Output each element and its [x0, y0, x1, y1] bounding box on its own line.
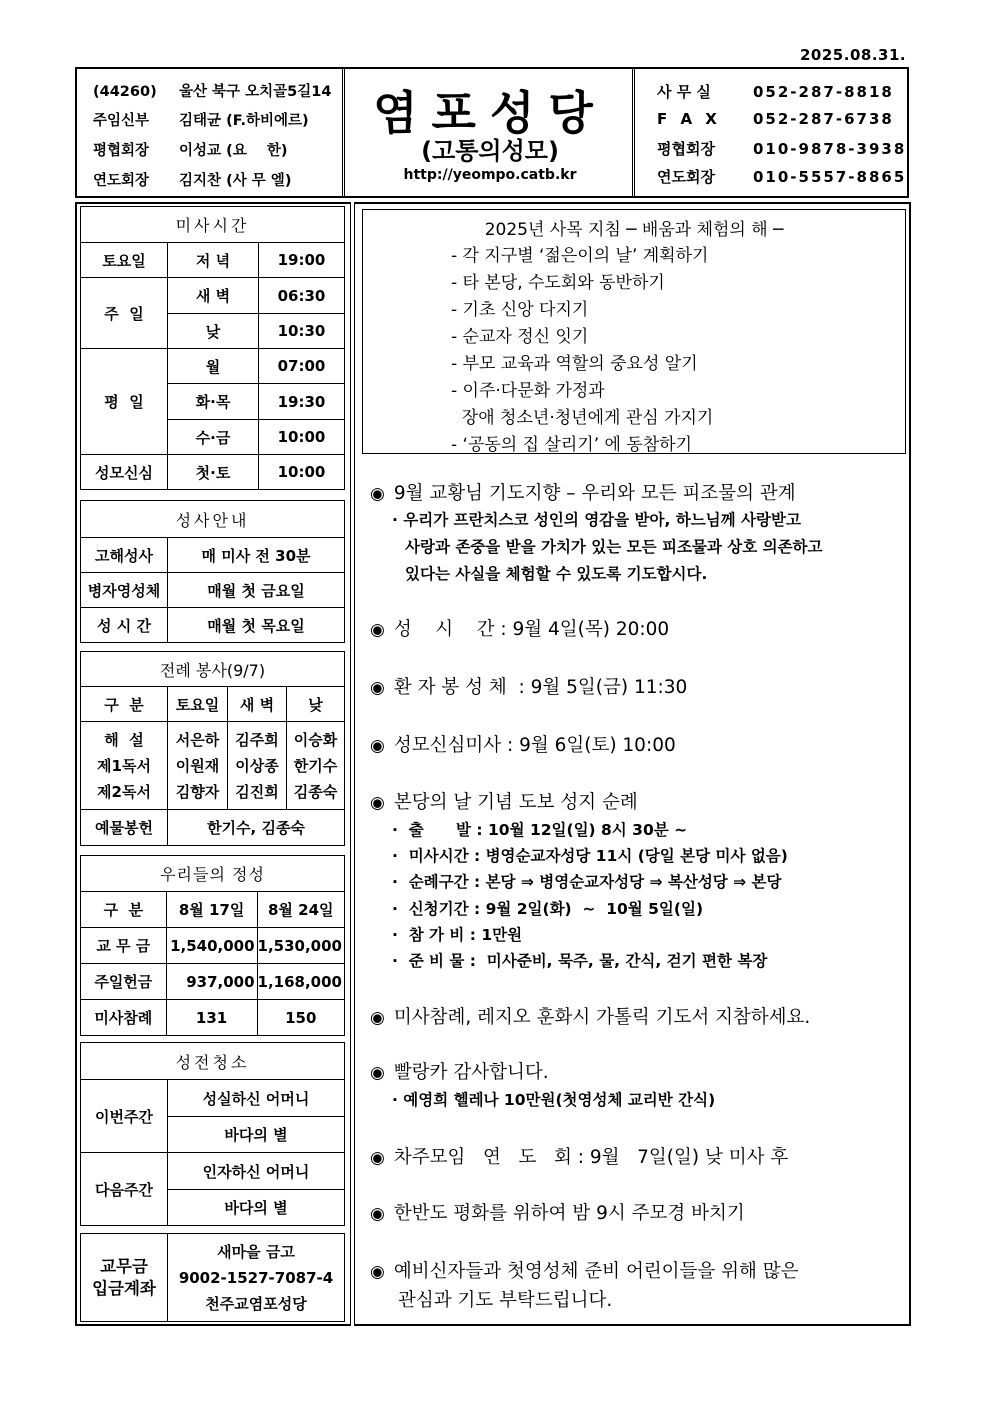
this-week-label: 이번주간	[81, 1080, 168, 1153]
dot-icon: ·	[392, 900, 398, 918]
sacraments-table	[80, 500, 345, 643]
role-commentary: 해 설	[104, 730, 144, 749]
liturgy-head-dawn: 새 벽	[228, 687, 287, 722]
council-phone-label: 평협회장	[657, 140, 715, 158]
header-box	[75, 67, 909, 198]
next-week-label: 다음주간	[81, 1153, 168, 1226]
postal-code: (44260)	[93, 84, 157, 100]
notice-text: 예비신자들과 첫영성체 준비 어린이들을 위해 많은	[393, 1261, 799, 1282]
dot-icon: ·	[392, 1091, 398, 1109]
holy-hour-value: 매월 첫 목요일	[168, 608, 345, 643]
dawn-reading1: 이상종	[235, 756, 279, 775]
noon-reading1: 한기수	[293, 756, 338, 775]
yeondo-label: 연도회장	[93, 173, 150, 189]
pilgrimage-item-text: 참 가 비 : 1만원	[408, 926, 523, 944]
pastor-name: 김태균 (F.하비에르)	[179, 113, 309, 129]
pastoral-aims-box	[362, 209, 906, 454]
column-divider	[350, 202, 355, 1326]
liturgy-head-role: 구 분	[81, 687, 168, 722]
mary-day: 첫·토	[168, 455, 259, 490]
bullet-icon: ◉	[370, 1063, 385, 1083]
bullet-icon: ◉	[370, 1204, 385, 1224]
donations-head-kind: 구 분	[81, 892, 167, 928]
dot-icon: ·	[392, 926, 398, 944]
sick-communion-label: 병자영성체	[81, 573, 168, 608]
w1-label: 월	[168, 349, 259, 384]
account-holder: 천주교염포성당	[205, 1294, 307, 1313]
holy-hour-label: 성 시 간	[81, 608, 168, 643]
next-week-team1: 인자하신 어머니	[168, 1153, 345, 1190]
sun1-hour: 06:30	[259, 278, 345, 314]
sun-label: 주 일	[81, 278, 168, 349]
sunday-collection-a: 937,000	[166, 964, 257, 1000]
sacraments-title: 성사안내	[81, 501, 345, 538]
aim-item: - 순교자 정신 잇기	[451, 327, 589, 347]
notice-sub-text: 우리가 프란치스코 성인의 영감을 받아, 하느님께 사랑받고	[403, 511, 801, 529]
notice-text: 성모신심미사 : 9월 6일(토) 10:00	[393, 735, 676, 756]
council-name: 이성교 (요 한)	[179, 143, 288, 159]
donations-head-b: 8월 24일	[257, 892, 344, 928]
pilgrimage-item	[392, 923, 522, 945]
notice-text: 차주모임 연 도 회 : 9월 7일(일) 낮 미사 후	[393, 1147, 789, 1168]
donations-head-a: 8월 17일	[166, 892, 257, 928]
noon-reading2: 김종숙	[293, 782, 338, 801]
pilgrimage-item-text: 신청기간 : 9월 2일(화) ~ 10월 5일(일)	[408, 900, 704, 918]
cleaning-table	[80, 1042, 345, 1226]
role-reading1: 제1독서	[97, 756, 151, 775]
mass-times-title: 미사시간	[81, 207, 345, 243]
w3-hour: 10:00	[259, 420, 345, 455]
notice-sub-text: 있다는 사실을 체험할 수 있도록 기도합시다.	[405, 565, 708, 583]
confession-label: 고해성사	[81, 538, 168, 573]
pilgrimage-item	[392, 897, 703, 919]
notice-text-continued: 관심과 기도 부탁드립니다.	[398, 1290, 613, 1311]
pilgrimage-item-text: 순례구간 : 본당 ⇒ 병영순교자성당 ⇒ 복산성당 ⇒ 본당	[408, 873, 782, 891]
notice-holy-hour	[370, 615, 669, 641]
pastor-label: 주임신부	[93, 113, 150, 129]
church-url[interactable]: http://yeompo.catb.kr	[403, 167, 577, 183]
aim-item: - 각 지구별 ‘젊은이의 날’ 계획하기	[451, 246, 709, 266]
dawn-commentary: 김주희	[235, 730, 279, 749]
dot-icon: ·	[392, 952, 398, 970]
notice-catechumen	[370, 1257, 799, 1283]
yeondo-phone: 010-5557-8865	[753, 168, 907, 186]
account-table	[80, 1233, 345, 1322]
office-phone: 052-287-8818	[753, 83, 894, 101]
palanca-item-text: 예영희 헬레나 10만원(첫영성체 교리반 간식)	[403, 1091, 716, 1109]
mass-times-table	[80, 206, 345, 490]
palanca-item	[392, 1088, 715, 1110]
sunday-collection-b: 1,168,000	[257, 964, 344, 1000]
w3-label: 수·금	[168, 420, 259, 455]
bullet-icon: ◉	[370, 1148, 385, 1168]
cleaning-title: 성전청소	[81, 1043, 345, 1080]
bullet-icon: ◉	[370, 1262, 385, 1282]
this-week-team1: 성실하신 어머니	[168, 1080, 345, 1117]
sun2-label: 낮	[168, 314, 259, 349]
sat-label: 토요일	[81, 243, 168, 278]
office-label: 사 무 실	[657, 83, 711, 101]
donations-table	[80, 855, 345, 1036]
noon-commentary: 이승화	[293, 730, 338, 749]
pilgrimage-item	[392, 870, 782, 892]
notice-text: 본당의 날 기념 도보 성지 순례	[393, 792, 638, 813]
bullet-icon: ◉	[370, 620, 385, 640]
liturgy-table	[80, 651, 345, 846]
dot-icon: ·	[392, 847, 398, 865]
notice-palanca	[370, 1058, 549, 1084]
notice-sick-communion	[370, 673, 687, 699]
dawn-reading2: 김진희	[235, 782, 279, 801]
notice-pilgrimage	[370, 788, 638, 814]
dot-icon: ·	[392, 511, 398, 529]
fax-label: F A X	[657, 110, 721, 128]
bullet-icon: ◉	[370, 793, 385, 813]
role-reading2: 제2독서	[97, 782, 151, 801]
pilgrimage-item	[392, 844, 788, 866]
address: 울산 북구 오치골5길14	[179, 84, 332, 100]
w1-hour: 07:00	[259, 349, 345, 384]
sat-reading1: 이원재	[175, 756, 220, 775]
dues-b: 1,530,000	[257, 928, 344, 964]
pilgrimage-item	[392, 818, 687, 840]
sat-time-label: 저 녁	[168, 243, 259, 278]
mary-hour: 10:00	[259, 455, 345, 490]
liturgy-title: 전례 봉사(9/7)	[81, 652, 345, 687]
confession-value: 매 미사 전 30분	[168, 538, 345, 573]
notice-prayer-book	[370, 1003, 810, 1029]
pastoral-aims-title: 2025년 사목 지침 ─ 배움과 체험의 해 ─	[484, 220, 784, 240]
notice-text: 성 시 간 : 9월 4일(목) 20:00	[393, 619, 670, 640]
notice-peace-prayer	[370, 1199, 745, 1225]
dues-a: 1,540,000	[166, 928, 257, 964]
church-title-block	[345, 69, 635, 196]
aim-item: - 기초 신앙 다지기	[451, 300, 589, 320]
pilgrimage-item	[392, 949, 767, 971]
account-label-1: 교무금	[100, 1256, 148, 1276]
aim-item: - 부모 교육과 역할의 중요성 알기	[451, 354, 698, 374]
pilgrimage-item-text: 준 비 물 : 미사준비, 묵주, 물, 간식, 걷기 편한 복장	[408, 952, 768, 970]
offering-value: 한기수, 김종숙	[168, 810, 345, 846]
pilgrimage-item-text: 미사시간 : 병영순교자성당 11시 (당일 본당 미사 없음)	[408, 847, 788, 865]
notice-text: 환 자 봉 성 체 : 9월 5일(금) 11:30	[393, 677, 688, 698]
notice-text: 미사참례, 레지오 훈화시 가톨릭 기도서 지참하세요.	[393, 1007, 811, 1028]
w2-label: 화·목	[168, 384, 259, 420]
w2-hour: 19:30	[259, 384, 345, 420]
bullet-icon: ◉	[370, 1008, 385, 1028]
notice-prayer-intention	[370, 479, 796, 505]
liturgy-head-sat: 토요일	[168, 687, 228, 722]
sunday-collection-label: 주일헌금	[81, 964, 167, 1000]
fax-number: 052-287-6738	[753, 110, 894, 128]
aim-item: - 이주·다문화 가정과	[451, 381, 605, 401]
donations-title: 우리들의 정성	[81, 856, 345, 892]
liturgy-head-noon: 낮	[287, 687, 345, 722]
pilgrimage-item-text: 출 발 : 10월 12일(일) 8시 30분 ~	[408, 821, 688, 839]
weekday-label: 평 일	[81, 349, 168, 455]
attendance-b: 150	[257, 1000, 344, 1036]
notice-text: 한반도 평화를 위하여 밤 9시 주모경 바치기	[393, 1203, 745, 1224]
bullet-icon: ◉	[370, 736, 385, 756]
sat-hour: 19:00	[259, 243, 345, 278]
notice-text: 9월 교황님 기도지향 – 우리와 모든 피조물의 관계	[393, 483, 796, 504]
church-info	[77, 69, 345, 196]
church-title: 염포성당	[373, 86, 607, 140]
next-week-team2: 바다의 별	[168, 1190, 345, 1226]
sick-communion-value: 매월 첫 금요일	[168, 573, 345, 608]
bullet-icon: ◉	[370, 678, 385, 698]
council-label: 평협회장	[93, 143, 150, 159]
offering-label: 예물봉헌	[81, 810, 168, 846]
notice-marian-mass	[370, 731, 676, 757]
sun1-label: 새 벽	[168, 278, 259, 314]
aim-item: - ‘공동의 집 살리기’ 에 동참하기	[451, 435, 693, 455]
this-week-team2: 바다의 별	[168, 1117, 345, 1153]
account-bank: 새마을 금고	[217, 1242, 295, 1261]
account-number: 9002-1527-7087-4	[178, 1268, 334, 1287]
attendance-a: 131	[166, 1000, 257, 1036]
attendance-label: 미사참례	[81, 1000, 167, 1036]
sat-reading2: 김향자	[175, 782, 220, 801]
bulletin-date: 2025.08.31.	[800, 46, 907, 64]
aim-item: 장애 청소년·청년에게 관심 가지기	[451, 408, 714, 428]
notice-sub	[392, 508, 801, 530]
notice-sub-text: 사랑과 존중을 받을 가치가 있는 모든 피조물과 상호 의존하고	[405, 538, 823, 556]
aim-item: - 타 본당, 수도회와 동반하기	[451, 273, 665, 293]
notice-text: 빨랑카 감사합니다.	[393, 1062, 549, 1083]
bullet-icon: ◉	[370, 484, 385, 504]
church-subtitle: (고통의성모)	[421, 137, 559, 165]
dues-label: 교 무 금	[81, 928, 167, 964]
mary-label: 성모신심	[81, 455, 168, 490]
council-phone: 010-9878-3938	[753, 140, 907, 158]
sun2-hour: 10:30	[259, 314, 345, 349]
notice-next-meeting	[370, 1143, 788, 1169]
yeondo-name: 김지찬 (사 무 엘)	[179, 173, 292, 189]
yeondo-phone-label: 연도회장	[657, 168, 715, 186]
account-label-2: 입금계좌	[92, 1278, 156, 1298]
dot-icon: ·	[392, 821, 398, 839]
dot-icon: ·	[392, 873, 398, 891]
contact-info	[632, 69, 907, 196]
sat-commentary: 서은하	[175, 730, 220, 749]
